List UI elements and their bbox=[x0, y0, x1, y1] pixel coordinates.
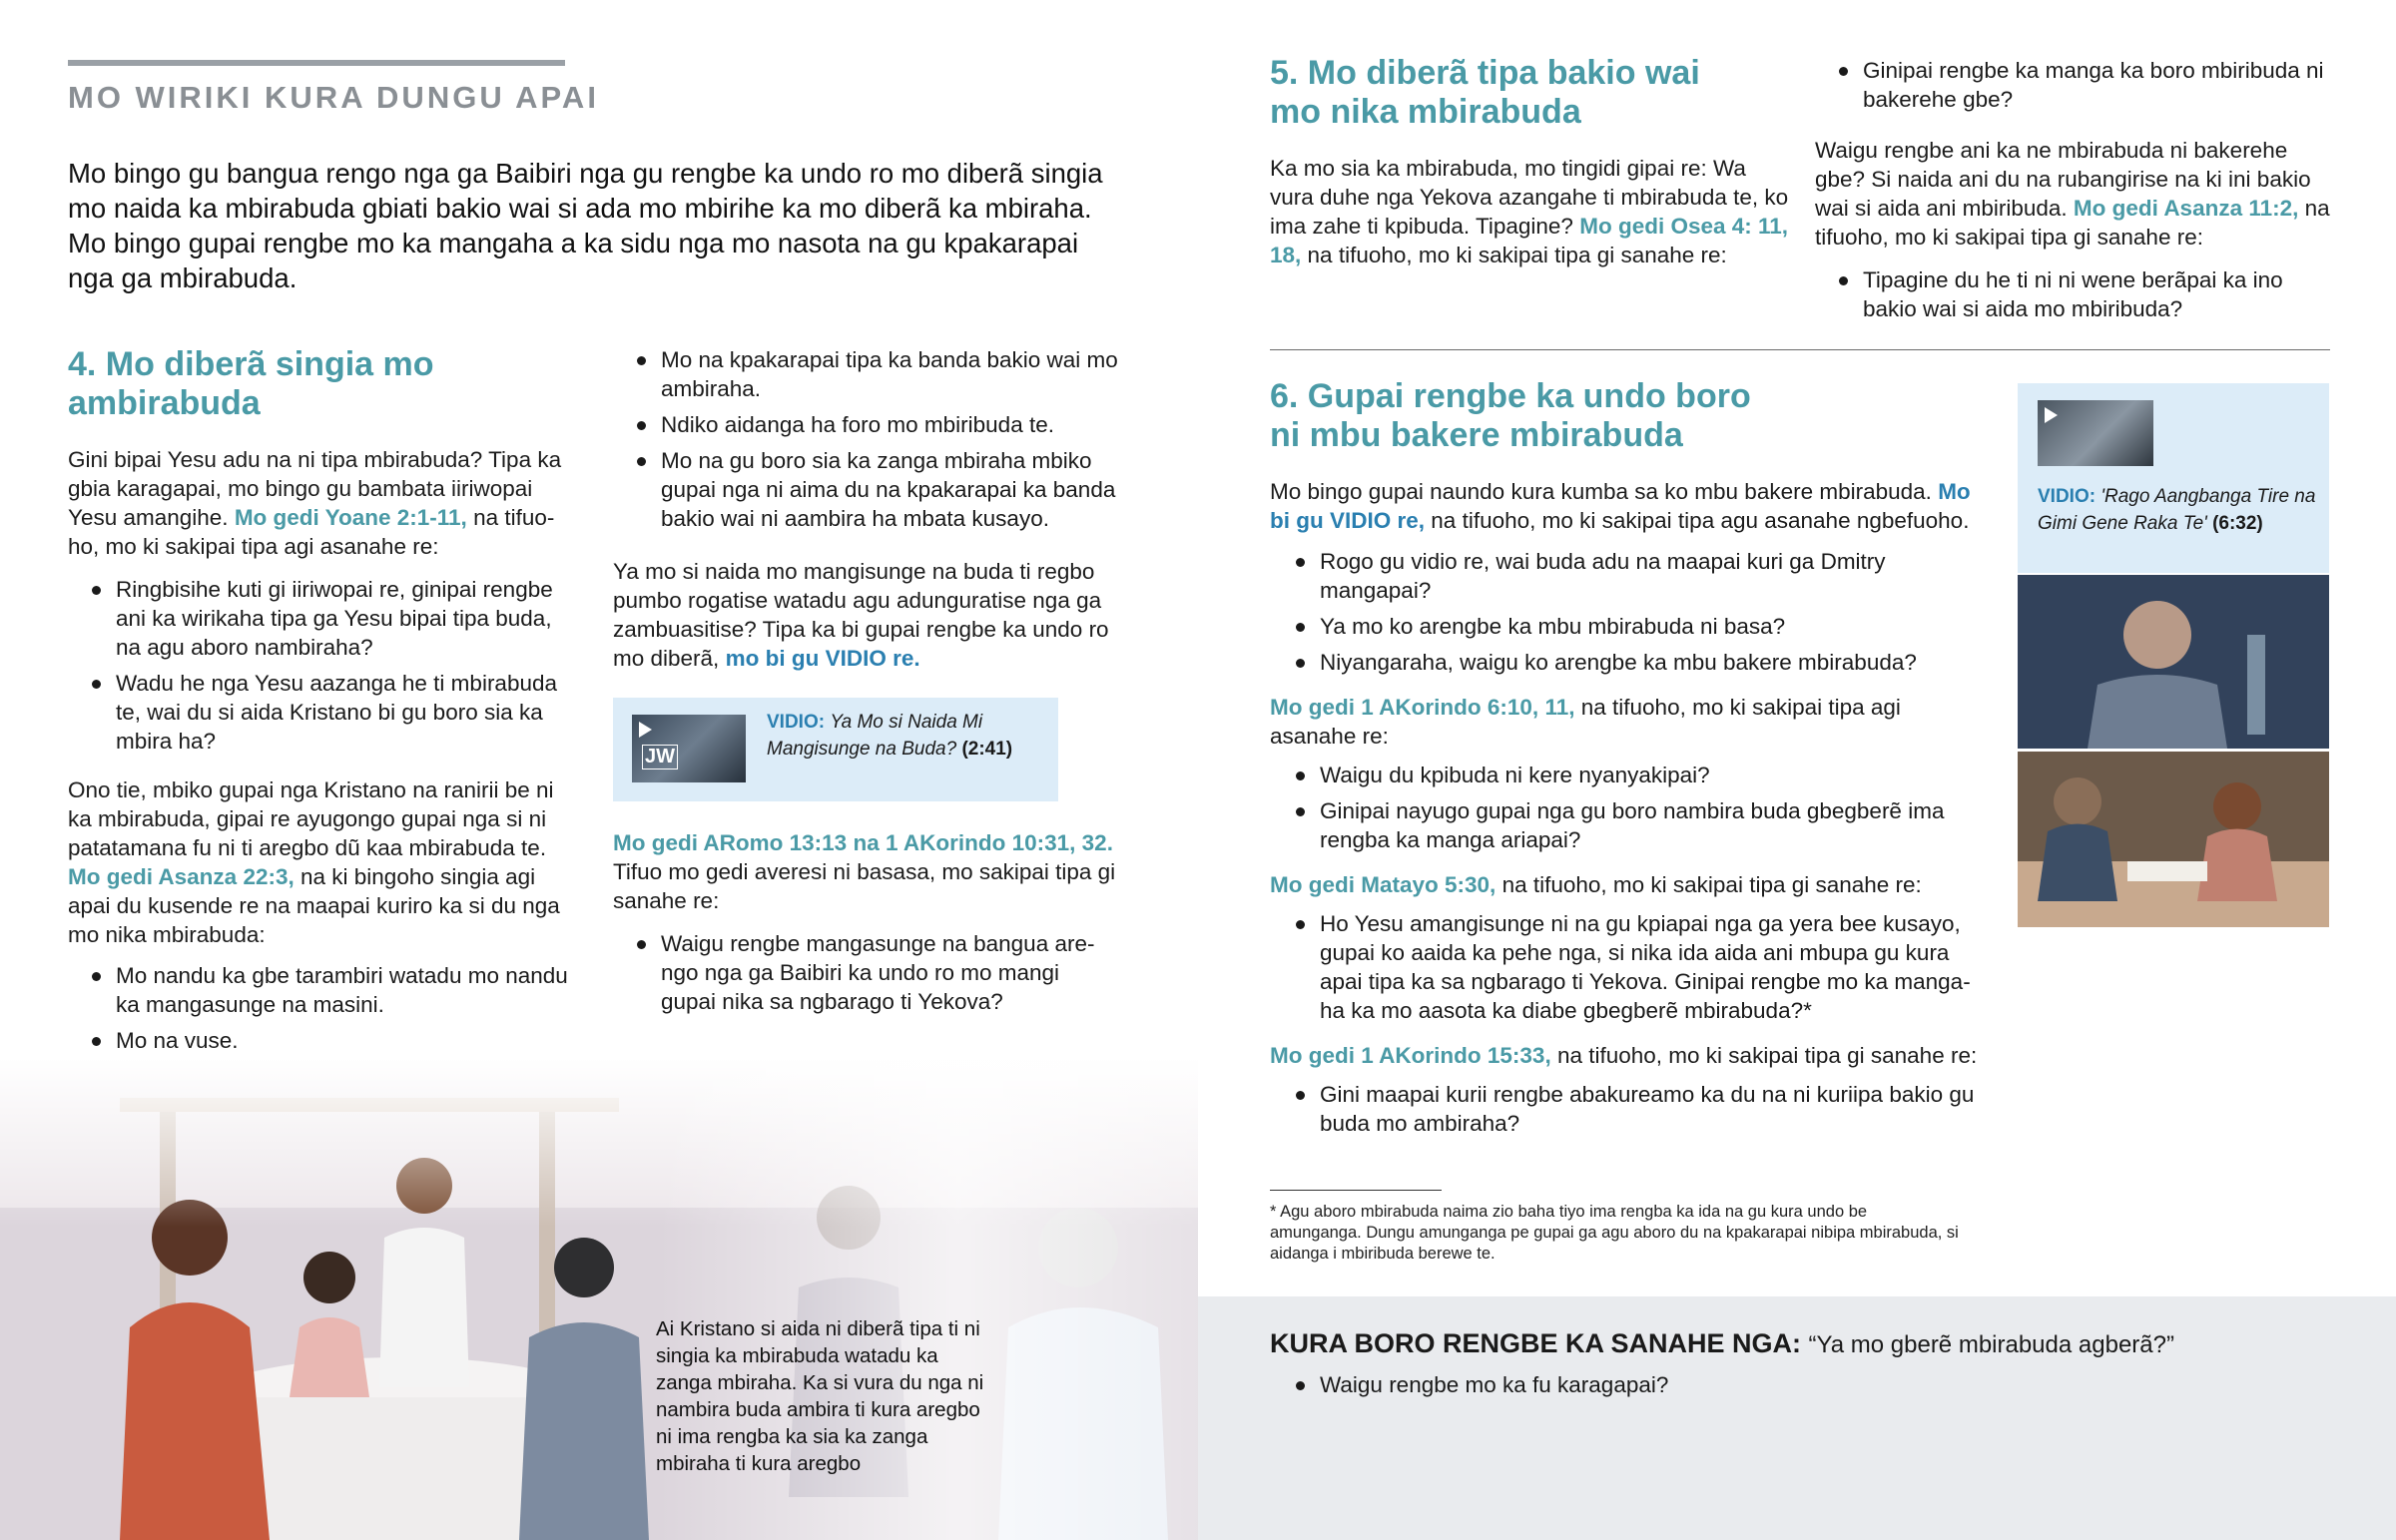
review-questions bbox=[1296, 1370, 2294, 1406]
section-5-title: 5. Mo diberã tipa bakio wai mo nika mbirabuda bbox=[1270, 54, 1700, 131]
list-item: Ho Yesu amangisunge ni na gu kpiapai nga ga yera bee kusayo, gupai ko aaida ka pehe nga, si nika ida aida ani mbupa gu kura apai tipa ka sa ngbarago ti Yekova. Ginipai rengbe mo ka mangaha ka mo aasota ka diabe gbegberẽ mbirabuda?* bbox=[1296, 909, 1985, 1025]
list-item: Ya mo ko arengbe ka mbu mbirabuda ni basa? bbox=[1296, 612, 1989, 641]
man-sad-image bbox=[2018, 575, 2329, 749]
photo-family-study bbox=[2018, 752, 2329, 927]
scripture-link-yoane[interactable]: Mo gedi Yoane 2:1-11, bbox=[234, 505, 467, 530]
section-4-questions-1 bbox=[92, 575, 575, 756]
section-4-questions-3 bbox=[637, 345, 1118, 533]
section-4-title: 4. Mo diberã singia mo ambirabuda bbox=[68, 345, 434, 422]
section-6-questions-2 bbox=[1296, 761, 1989, 854]
footnote: * Agu aboro mbirabuda naima zio baha tiyo ima rengba ka ida na gu kura undo be amunganga. Dungu amunganga pe gupai ga agu aboro du na kpakarapai nibipa mbirabuda, si aidanga i mbiribuda berewe te. bbox=[1270, 1203, 1959, 1263]
jw-logo: JW bbox=[642, 745, 678, 770]
list-item: Mo nandu ka gbe tarambiri watadu mo nandu ka mangasunge na masini. bbox=[92, 961, 575, 1019]
section-5-questions-2 bbox=[1839, 265, 2330, 323]
list-item: Waigu rengbe mo ka fu karagapai? bbox=[1296, 1370, 2294, 1399]
list-item: Wadu he nga Yesu aazanga he ti mbirabuda te, wai du si aida Kristano bi gu boro sia ka mbira ha? bbox=[92, 669, 575, 756]
list-item: Ginipai rengbe ka manga ka boro mbiribuda ni bakerehe gbe? bbox=[1839, 56, 2330, 114]
family-study-image bbox=[2018, 752, 2329, 927]
video-box-naida-mi-mangisunge[interactable] bbox=[613, 698, 1058, 801]
list-item: Ndiko aidanga ha foro mo mbiribuda te. bbox=[637, 410, 1118, 439]
section-6-questions-1 bbox=[1296, 547, 1989, 677]
scripture-link-matayo[interactable]: Mo gedi Matayo 5:30, bbox=[1270, 872, 1497, 897]
section-6-questions-3 bbox=[1296, 909, 1985, 1025]
illustration-caption: Ai Kristano si aida ni diberã tipa ti ni singia ka mbirabuda watadu ka zanga mbiraha. Ka si vura du nga ni nambira buda ambira ti kura aregbo ni ima rengba ka sia ka zanga mbiraha ti kura aregbo bbox=[656, 1317, 984, 1475]
list-item: Ringbisihe kuti gi iiriwopai re, ginipai rengbe ani ka wirikaha tipa ga Yesu bipai tipa buda, na agu aboro nambiraha? bbox=[92, 575, 575, 662]
list-item: Tipagine du he ti ni ni wene berãpai ka ino bakio wai si aida mo mbiribuda? bbox=[1839, 265, 2330, 323]
list-item: Mo na gu boro sia ka zanga mbiraha mbiko gupai nga ni aima du na kpakarapai ka banda bakio wai ni aambira ha mbata kusayo. bbox=[637, 446, 1118, 533]
list-item: Waigu du kpibuda ni kere nyanyakipai? bbox=[1296, 761, 1989, 789]
kicker-title: MO WIRIKI KURA DUNGU APAI bbox=[68, 80, 599, 115]
section-5-col-2 bbox=[1815, 56, 2330, 330]
section-6-reading-2: Mo gedi Matayo 5:30, na tifuoho, mo ki sakipai tipa gi sanahe re: bbox=[1270, 872, 1922, 897]
section-6 bbox=[1270, 377, 1989, 1145]
scripture-reading: Mo gedi ARomo 13:13 na 1 AKorindo 10:31, 32. Tifuo mo gedi averesi ni basasa, mo sakipai tipa gi sanahe re: bbox=[613, 830, 1116, 913]
dinner-party-image bbox=[0, 1058, 1198, 1540]
photo-man-sad bbox=[2018, 575, 2329, 749]
video-link[interactable]: mo bi gu VIDIO re. bbox=[725, 646, 920, 671]
illustration-dinner-party bbox=[0, 1058, 1198, 1540]
section-4 bbox=[68, 345, 575, 1127]
review-label: KURA BORO RENGBE KA SANAHE NGA: bbox=[1270, 1328, 1802, 1358]
scripture-link-akorindo-6[interactable]: Mo gedi 1 AKorindo 6:10, 11, bbox=[1270, 695, 1575, 720]
section-6-questions-4 bbox=[1296, 1080, 1989, 1138]
review-heading bbox=[1270, 1326, 2368, 1362]
scripture-link-asanza-22[interactable]: Mo gedi Asanza 22:3, bbox=[68, 864, 295, 889]
video-link[interactable]: Mo bi gu VIDIO re, bbox=[1270, 479, 1971, 533]
list-item: Niyangaraha, waigu ko arengbe ka mbu bakere mbirabuda? bbox=[1296, 648, 1989, 677]
scripture-link-akorindo-15[interactable]: Mo gedi 1 AKorindo 15:33, bbox=[1270, 1043, 1551, 1068]
section-5 bbox=[1270, 54, 1789, 269]
section-5-questions-1 bbox=[1839, 56, 2330, 114]
section-5-paragraph-1: Ka mo sia ka mbirabuda, mo tingidi gipai re: Wa vura duhe nga Yekova azangahe ti mbirabuda te, ko ima zahe ti kpibuda. Tipagine? Mo gedi Osea 4: 11, 18, na tifuoho, mo ki sakipai tipa gi sanahe re: bbox=[1270, 156, 1789, 267]
section-4-paragraph-2: Ono tie, mbiko gupai nga Kristano na ranirii be ni ka mbirabuda, gipai re ayugongo gupai nga si ni patatamana fu ni ti aregbo dũ kaa mbirabuda te. Mo gedi Asanza 22:3, na ki bingoho singia agi apai du kusende re na maapai kuriro ka si du nga mo nika mbirabuda: bbox=[68, 777, 560, 947]
section-6-reading-3: Mo gedi 1 AKorindo 15:33, na tifuoho, mo ki sakipai tipa gi sanahe re: bbox=[1270, 1043, 1978, 1068]
kicker-rule bbox=[68, 60, 565, 66]
list-item: Waigu rengbe mangasunge na bangua arengo nga ga Baibiri ka undo ro mo mangi gupai nika sa ngbarago ti Yekova? bbox=[637, 929, 1118, 1016]
play-icon bbox=[639, 722, 652, 738]
list-item: Ginipai nayugo gupai nga gu boro nambira buda gbegberẽ ima rengba ka manga ariapai? bbox=[1296, 796, 1989, 854]
list-item: Gini maapai kurii rengbe abakureamo ka du na ni kuriipa bakio gu buda mo ambiraha? bbox=[1296, 1080, 1989, 1138]
video-caption: VIDIO: Ya Mo si Naida Mi Mangisunge na Buda? (2:41) bbox=[767, 712, 1013, 760]
section-4-col-2 bbox=[613, 345, 1118, 673]
section-6-paragraph-1: Mo bingo gupai naundo kura kumba sa ko mbu bakere mbirabuda. Mo bi gu VIDIO re, na tifuoho, mo ki sakipai tipa agu asanahe ngbefuoho. bbox=[1270, 479, 1971, 533]
video-thumbnail[interactable] bbox=[632, 715, 746, 782]
section-6-title: 6. Gupai rengbe ka undo boro ni mbu bakere mbirabuda bbox=[1270, 377, 1751, 454]
video-caption: VIDIO: 'Rago Aangbanga Tire na Gimi Gene Raka Te' (6:32) bbox=[2038, 486, 2316, 534]
scripture-link-aromo[interactable]: Mo gedi ARomo 13:13 na 1 AKorindo 10:31, 32. bbox=[613, 830, 1113, 855]
play-icon bbox=[2045, 407, 2058, 423]
section-4-questions-4 bbox=[637, 929, 1118, 1016]
footnote-rule bbox=[1270, 1190, 1442, 1191]
list-item: Rogo gu vidio re, wai buda adu na maapai kuri ga Dmitry mangapai? bbox=[1296, 547, 1989, 605]
review-box bbox=[1198, 1296, 2396, 1540]
intro-paragraph: Mo bingo gu bangua rengo nga ga Baibiri nga gu rengbe ka undo ro mo diberã singia mo naida ka mbirabuda gbiati bakio wai si ada mo mbirihe ka mo diberã ka mbiraha. Mo bingo gupai rengbe mo ka mangaha a ka sidu nga mo nasota na gu kpakarapai nga ga mbirabuda. bbox=[68, 158, 1103, 293]
section-4-paragraph-1: Gini bipai Yesu adu na ni tipa mbirabuda? Tipa ka gbia karagapai, mo bingo gu bambata iiriwopai Yesu amangihe. Mo gedi Yoane 2:1-11, na tifuoho, mo ki sakipai tipa agi asanahe re: bbox=[68, 447, 562, 559]
section-4-paragraph-3: Ya mo si naida mo mangisunge na buda ti regbo pumbo rogatise watadu agu adunguratise nga ga zambuasitise? Tipa ka bi gupai rengbe ka undo ro mo diberã, mo bi gu VIDIO re. bbox=[613, 559, 1109, 671]
scripture-link-osea[interactable]: Mo gedi Osea 4: 11, 18, bbox=[1270, 214, 1789, 267]
section-6-reading-1: Mo gedi 1 AKorindo 6:10, 11, na tifuoho, mo ki sakipai tipa agi asanahe re: bbox=[1270, 695, 1901, 749]
section-divider bbox=[1270, 349, 2330, 350]
review-question: “Ya mo gberẽ mbirabuda agberã?” bbox=[1808, 1331, 2174, 1358]
section-4-col-2-lower bbox=[613, 828, 1118, 1023]
section-5-paragraph-2: Waigu rengbe ani ka ne mbirabuda ni bakerehe gbe? Si naida ani du na rubangirise na ki ini bakio wai si aida ani mbiribuda. Mo gedi Asanza 11:2, na tifuoho, mo ki sakipai tipa gi sanahe re: bbox=[1815, 138, 2330, 250]
video-box-rago-aangbanga[interactable] bbox=[2018, 383, 2329, 573]
video-thumbnail[interactable] bbox=[2038, 400, 2153, 466]
list-item: Mo na kpakarapai tipa ka banda bakio wai mo ambiraha. bbox=[637, 345, 1118, 403]
list-item: Mo na vuse. bbox=[92, 1026, 575, 1055]
scripture-link-asanza-11[interactable]: Mo gedi Asanza 11:2, bbox=[2073, 196, 2299, 221]
